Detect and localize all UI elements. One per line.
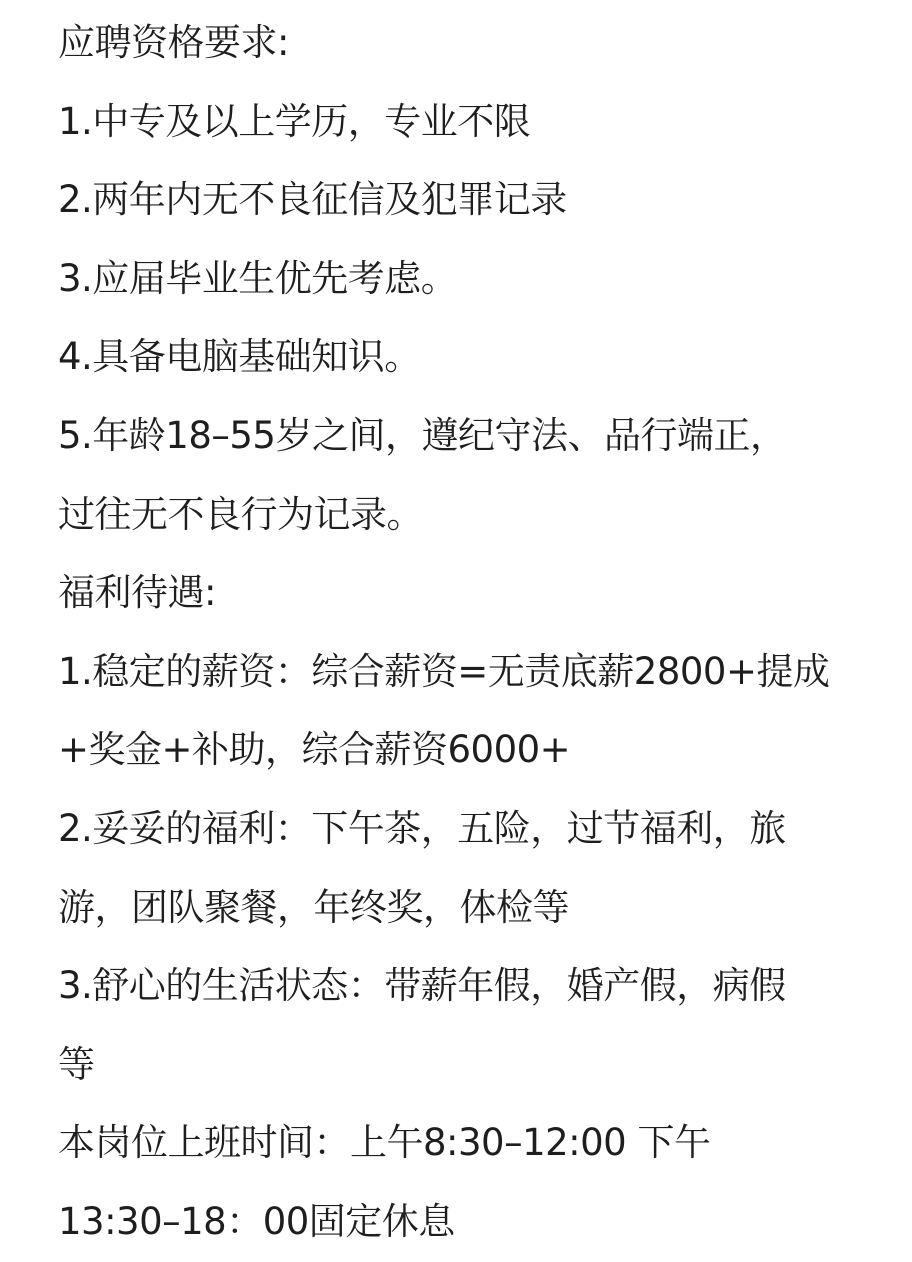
work-hours-line-2: 13:30–18：00固定休息: [58, 1199, 455, 1243]
benefits-heading: 福利待遇:: [58, 571, 216, 615]
benefit-item-1-line-1: 1.稳定的薪资：综合薪资=无责底薪2800+提成: [58, 649, 830, 693]
benefit-item-2-line-2: 游，团队聚餐，年终奖，体检等: [58, 885, 569, 929]
job-posting-text: [58, 4, 898, 1262]
work-hours-line-1: 本岗位上班时间：上午8:30–12:00 下午: [58, 1121, 711, 1165]
requirement-item-1: 1.中专及以上学历，专业不限: [58, 99, 531, 143]
benefit-item-2-line-1: 2.妥妥的福利：下午茶，五险，过节福利，旅: [58, 806, 786, 850]
benefit-item-1-line-2: +奖金+补助，综合薪资6000+: [58, 728, 571, 772]
requirement-item-2: 2.两年内无不良征信及犯罪记录: [58, 178, 567, 222]
requirement-item-5-line-2: 过往无不良行为记录。: [58, 492, 423, 536]
requirement-item-4: 4.具备电脑基础知识。: [58, 335, 421, 379]
requirements-heading: 应聘资格要求:: [58, 21, 289, 64]
requirement-item-5-line-1: 5.年龄18–55岁之间，遵纪守法、品行端正，: [58, 413, 787, 457]
benefit-item-3-line-2: 等: [58, 1042, 95, 1086]
requirement-item-3: 3.应届毕业生优先考虑。: [58, 256, 458, 300]
benefit-item-3-line-1: 3.舒心的生活状态：带薪年假，婚产假，病假: [58, 964, 786, 1008]
